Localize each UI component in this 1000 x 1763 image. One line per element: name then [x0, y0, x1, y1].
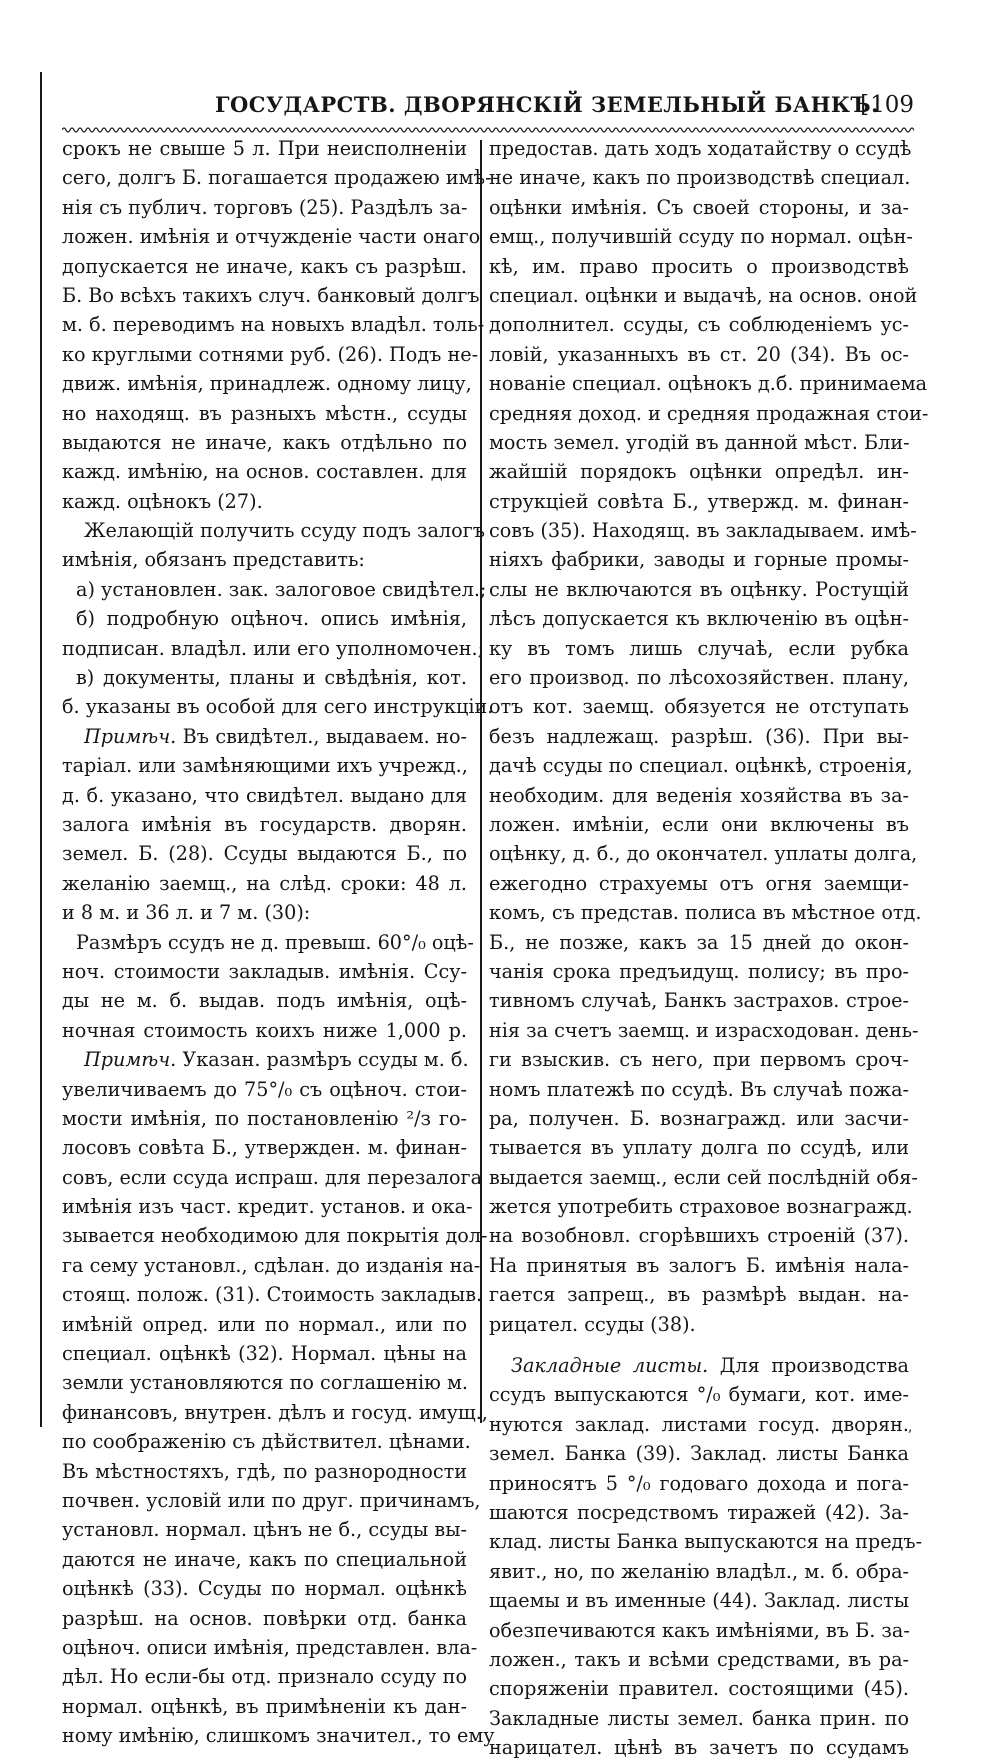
text-line: специал. оцѣнкѣ (32). Нормал. цѣны на — [62, 1342, 467, 1366]
text-line: гается запрещ., въ размѣрѣ выдан. на- — [489, 1283, 909, 1307]
running-header — [40, 92, 914, 126]
text-line: га сему установл., сдѣлан. до изданія на- — [62, 1253, 481, 1277]
text-line: стоящ. полож. (31). Стоимость закладыв. — [62, 1283, 483, 1307]
text-line: имѣній опред. или по нормал., или по — [62, 1312, 467, 1336]
text-line: б. указаны въ особой для сего инструкціи. — [62, 695, 494, 719]
text-line: ги взыскив. съ него, при первомъ сроч- — [489, 1048, 909, 1072]
text-line: сего, долгъ Б. погашается продажею имѣ- — [62, 166, 492, 190]
text-line: зывается необходимою для покрытія дол- — [62, 1224, 488, 1248]
text-line: емщ., получившій ссуду по нормал. оцѣн- — [489, 225, 913, 249]
text-line: в) документы, планы и свѣдѣнія, кот. — [76, 666, 467, 690]
text-line: увеличиваемъ до 75°/₀ съ оцѣноч. стои- — [62, 1077, 467, 1101]
text-line: ложен., такъ и всѣми средствами, въ ра- — [489, 1647, 909, 1671]
text-line: таріал. или замѣняющими ихъ учрежд., — [62, 754, 468, 778]
page-number: [ 109 — [860, 92, 914, 118]
left-column — [62, 134, 495, 1750]
text-line: совъ (35). Находящ. въ закладываем. имѣ- — [489, 519, 917, 543]
italic-heading: Примѣч. — [84, 724, 177, 748]
text-line: ложен. имѣнія и отчужденіе части онаго — [62, 225, 481, 249]
text-line: лосовъ совѣта Б., утвержден. м. финан- — [62, 1136, 467, 1160]
text-line: установл. нормал. цѣнъ не б., ссуды вы- — [62, 1518, 467, 1542]
text-line: средняя доход. и средняя продажная стои- — [489, 401, 929, 425]
text-line: явит., но, по желанію владѣл., м. б. обра- — [489, 1559, 909, 1583]
text-line: отъ кот. заемщ. обязуется не отступать — [489, 695, 909, 719]
text-line: ссудъ выпускаются °/₀ бумаги, кот. име- — [489, 1383, 909, 1407]
text-line: предостав. дать ходъ ходатайству о ссудѣ — [489, 137, 912, 160]
text-line: мость земел. угодій въ данной мѣст. Бли- — [489, 430, 910, 454]
text-line: имѣнія, обязанъ представить: — [62, 548, 365, 572]
text-line: на возобновл. сгорѣвшихъ строеній (37). — [489, 1224, 909, 1248]
text-line: нія за счетъ заемщ. и израсходован. день- — [489, 1018, 919, 1042]
text-line: ко круглыми сотнями руб. (26). Подъ не- — [62, 342, 479, 366]
text-line: ноч. стоимости закладыв. имѣнія. Ссу- — [62, 959, 467, 983]
text-line: допускается не иначе, какъ съ разрѣш. — [62, 254, 467, 278]
text-line: Желающій получить ссуду подъ залогъ — [84, 519, 485, 543]
text-line: необходим. для веденія хозяйства въ за- — [489, 783, 909, 807]
text-line: щаемы и въ именные (44). Заклад. листы — [489, 1589, 909, 1613]
page-frame-rule — [40, 72, 42, 1427]
text-line: мости имѣнія, по постановленію ²/з го- — [62, 1106, 467, 1130]
text-line: тывается въ уплату долга по ссудѣ, или — [489, 1136, 909, 1160]
text-line: имѣнія изъ част. кредит. установ. и ока- — [62, 1195, 473, 1219]
text-line: Б., не позже, какъ за 15 дней до окон- — [489, 930, 909, 954]
text-line: Въ мѣстностяхъ, гдѣ, по разнородности — [62, 1459, 467, 1483]
text-line: специал. оцѣнки и выдачѣ, на основ. оной — [489, 283, 918, 307]
text-line: струкціей совѣта Б., утвержд. м. финан- — [489, 489, 909, 513]
text-line: оцѣнки имѣнія. Съ своей стороны, и за- — [489, 195, 909, 219]
text-line: но находящ. въ разныхъ мѣстн., ссуды — [62, 401, 467, 425]
text-line: лѣсъ допускается къ включенію въ оцѣн- — [489, 607, 909, 631]
text-line: д. б. указано, что свидѣтел. выдано для — [62, 783, 467, 807]
text-line: жайшій порядокъ оцѣнки опредѣл. ин- — [489, 460, 909, 484]
text-line: кажд. имѣнію, на основ. составлен. для — [62, 460, 467, 484]
text-line: оцѣнкѣ (33). Ссуды по нормал. оцѣнкѣ — [62, 1577, 467, 1601]
text-line: а) установлен. зак. залоговое свидѣтел.; — [76, 577, 487, 601]
text-line: даются не иначе, какъ по специальной — [62, 1547, 467, 1571]
text-line: желанію заемщ., на слѣд. сроки: 48 л. — [62, 871, 467, 895]
text-line: ложен. имѣніи, если они включены въ — [489, 812, 909, 836]
text-line: выдается заемщ., если сей послѣдній обя- — [489, 1165, 918, 1189]
text-line: Примѣч. Указан. размѣръ ссуды м. б. — [84, 1048, 469, 1072]
text-line: кажд. оцѣнокъ (27). — [62, 489, 263, 513]
italic-heading: Закладные листы. — [511, 1354, 709, 1378]
text-line: ніяхъ фабрики, заводы и горные промы- — [489, 548, 909, 572]
text-line: м. б. переводимъ на новыхъ владѣл. толь- — [62, 313, 485, 337]
text-line: по соображенію съ дѣйствител. цѣнами. — [62, 1430, 471, 1454]
text-line: ды не м. б. выдав. подъ имѣнія, оцѣ- — [62, 989, 467, 1013]
text-line: Размѣръ ссудъ не д. превыш. 60°/₀ оцѣ- — [76, 930, 474, 954]
text-line: почвен. условій или по друг. причинамъ, — [62, 1488, 481, 1512]
text-line: На принятыя въ залогъ Б. имѣнія нала- — [489, 1253, 909, 1277]
text-line: б) подробную оцѣноч. опись имѣнія, — [76, 607, 467, 631]
text-line: совъ, если ссуда испраш. для перезалога — [62, 1165, 483, 1189]
text-line: кѣ, им. право просить о производствѣ — [489, 254, 909, 278]
text-line: выдаются не иначе, какъ отдѣльно по — [62, 430, 467, 454]
text-line: ловій, указанныхъ въ ст. 20 (34). Въ ос- — [489, 342, 909, 366]
text-line: срокъ не свыше 5 л. При неисполненіи — [62, 137, 467, 160]
text-line: оцѣнку, д. б., до окончател. уплаты долга, — [489, 842, 918, 866]
text-line: ночная стоимость коихъ ниже 1,000 р. — [62, 1018, 467, 1042]
text-line: дополнител. ссуды, съ соблюденіемъ ус- — [489, 313, 909, 337]
text-line: шаются посредствомъ тиражей (42). За- — [489, 1500, 909, 1524]
text-line: клад. листы Банка выпускаются на предъ- — [489, 1530, 923, 1554]
text-line: нормал. оцѣнкѣ, въ примѣненіи къ дан- — [62, 1694, 467, 1718]
text-line: финансовъ, внутрен. дѣлъ и госуд. имущ., — [62, 1400, 488, 1424]
text-line: жется употребить страховое вознагражд. — [489, 1195, 913, 1219]
text-line: земли установляются по соглашенію м. — [62, 1371, 468, 1395]
text-line: нуются заклад. листами госуд. дворян. — [489, 1412, 909, 1436]
text-line: слы не включаются въ оцѣнку. Ростущій — [489, 577, 909, 601]
text-line: нія съ публич. торговъ (25). Раздѣлъ за- — [62, 195, 468, 219]
text-line: споряженіи правител. состоящими (45). — [489, 1677, 909, 1701]
text-line: ку въ томъ лишь случаѣ, если рубка — [489, 636, 909, 660]
text-line: приносятъ 5 °/₀ годоваго дохода и пога- — [489, 1471, 909, 1495]
text-line: безъ надлежащ. разрѣш. (36). При вы- — [489, 724, 909, 748]
text-line: движ. имѣнія, принадлеж. одному лицу, — [62, 372, 472, 396]
text-line: номъ платежѣ по ссудѣ. Въ случаѣ пожа- — [489, 1077, 909, 1101]
text-line: Б. Во всѣхъ такихъ случ. банковый долгъ — [62, 283, 480, 307]
text-line: рицател. ссуды (38). — [489, 1312, 696, 1336]
text-line: чанія срока предъидущ. полису; въ про- — [489, 959, 909, 983]
text-line: дачѣ ссуды по специал. оцѣнкѣ, строенія, — [489, 754, 913, 778]
text-line: ному имѣнію, слишкомъ значител., то ему — [62, 1724, 495, 1748]
text-line: дѣл. Но если-бы отд. признало ссуду по — [62, 1665, 467, 1689]
italic-heading: Примѣч. — [84, 1048, 177, 1072]
corner-mark: , — [908, 1419, 913, 1435]
text-line: Закладные листы земел. банка прин. по — [489, 1706, 909, 1730]
text-line: земел. Банка (39). Заклад. листы Банка — [489, 1442, 909, 1466]
right-column — [489, 134, 929, 1762]
running-title: ГОСУДАРСТВ. ДВОРЯНСКІЙ ЗЕМЕЛЬНЫЙ БАНКЪ. — [215, 92, 879, 117]
text-line: разрѣш. на основ. повѣрки отд. банка — [62, 1606, 467, 1630]
text-line: земел. Б. (28). Ссуды выдаются Б., по — [62, 842, 467, 866]
text-line: тивномъ случаѣ, Банкъ застрахов. строе- — [489, 989, 909, 1013]
text-line: его производ. по лѣсохозяйствен. плану, — [489, 666, 909, 690]
text-line: оцѣноч. описи имѣнія, представлен. вла- — [62, 1635, 478, 1659]
text-line: подписан. владѣл. или его уполномочен.; — [62, 636, 485, 660]
text-line: Примѣч. Въ свидѣтел., выдаваем. но- — [84, 724, 467, 748]
text-line: нарицател. цѣнѣ въ зачетъ по ссудамъ — [489, 1736, 909, 1760]
text-line: ежегодно страхуемы отъ огня заемщи- — [489, 871, 909, 895]
text-line: не иначе, какъ по производствѣ специал. — [489, 166, 911, 190]
text-line: обезпечиваются какъ имѣніями, въ Б. за- — [489, 1618, 910, 1642]
text-line: нованіе специал. оцѣнокъ д.б. принимаема — [489, 372, 928, 396]
text-line: Закладные листы. Для производства — [511, 1354, 909, 1378]
text-line: ра, получен. Б. вознагражд. или засчи- — [489, 1106, 909, 1130]
text-line: залога имѣнія въ государств. дворян. — [62, 812, 467, 836]
text-line: и 8 м. и 36 л. и 7 м. (30): — [62, 901, 311, 925]
text-line: комъ, съ представ. полиса въ мѣстное отд. — [489, 901, 922, 925]
